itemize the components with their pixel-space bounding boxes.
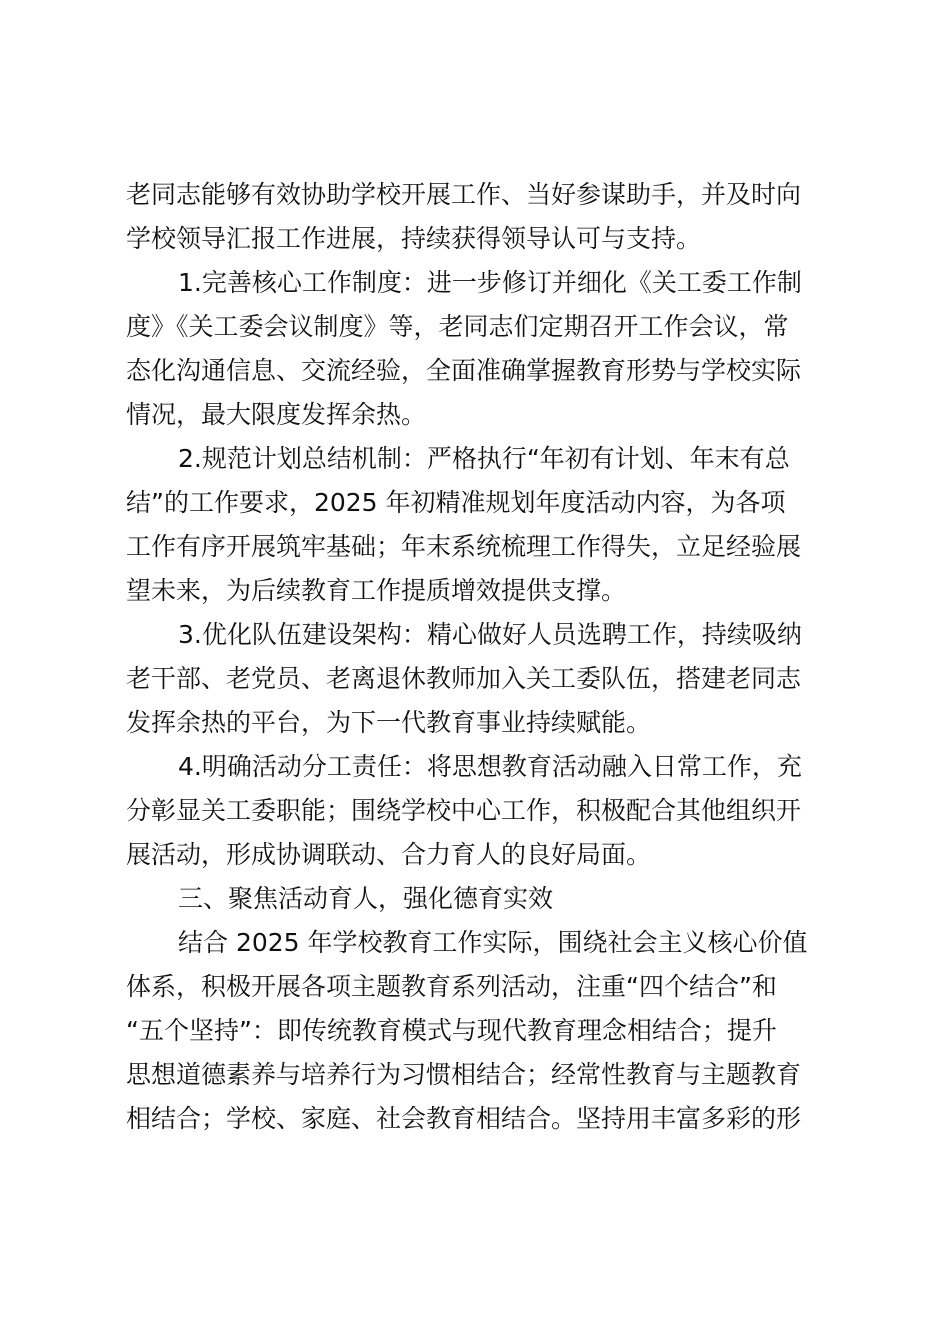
text-line: 老同志能够有效协助学校开展工作、当好参谋助手，并及时向 <box>126 180 802 209</box>
document-body <box>126 173 838 1141</box>
text-line: 工作有序开展筑牢基础；年末系统梳理工作得失，立足经验展 <box>126 532 802 561</box>
text-line: 望未来，为后续教育工作提质增效提供支撑。 <box>126 576 627 605</box>
text-line: 发挥余热的平台，为下一代教育事业持续赋能。 <box>126 708 652 737</box>
text-line: 展活动，形成协调联动、合力育人的良好局面。 <box>126 840 652 869</box>
text-line: 态化沟通信息、交流经验，全面准确掌握教育形势与学校实际 <box>126 356 802 385</box>
paragraph-heading-1: 1.完善核心工作制度：进一步修订并细化《关工委工作制 <box>178 268 802 297</box>
text-line: 结”的工作要求，2025 年初精准规划年度活动内容，为各项 <box>126 488 786 517</box>
paragraph-heading-4: 4.明确活动分工责任：将思想教育活动融入日常工作，充 <box>178 752 802 781</box>
text-line: 度》《关工委会议制度》等，老同志们定期召开工作会议，常 <box>126 312 789 341</box>
paragraph-heading-3: 3.优化队伍建设架构：精心做好人员选聘工作，持续吸纳 <box>178 620 802 649</box>
text-line: 学校领导汇报工作进展，持续获得领导认可与支持。 <box>126 224 702 253</box>
paragraph-heading-2: 2.规范计划总结机制：严格执行“年初有计划、年末有总 <box>178 444 790 473</box>
text-line: 体系，积极开展各项主题教育系列活动，注重“四个结合”和 <box>126 972 777 1001</box>
text-line: 情况，最大限度发挥余热。 <box>126 400 427 429</box>
text-line: 相结合；学校、家庭、社会教育相结合。坚持用丰富多彩的形 <box>126 1104 802 1133</box>
section-heading: 三、聚焦活动育人，强化德育实效 <box>178 884 554 913</box>
text-line: 分彰显关工委职能；围绕学校中心工作，积极配合其他组织开 <box>126 796 802 825</box>
text-line: 老干部、老党员、老离退休教师加入关工委队伍，搭建老同志 <box>126 664 802 693</box>
text-line: 思想道德素养与培养行为习惯相结合；经常性教育与主题教育 <box>126 1060 802 1089</box>
text-line: “五个坚持”：即传统教育模式与现代教育理念相结合；提升 <box>126 1016 777 1045</box>
text-line: 结合 2025 年学校教育工作实际，围绕社会主义核心价值 <box>178 928 808 957</box>
